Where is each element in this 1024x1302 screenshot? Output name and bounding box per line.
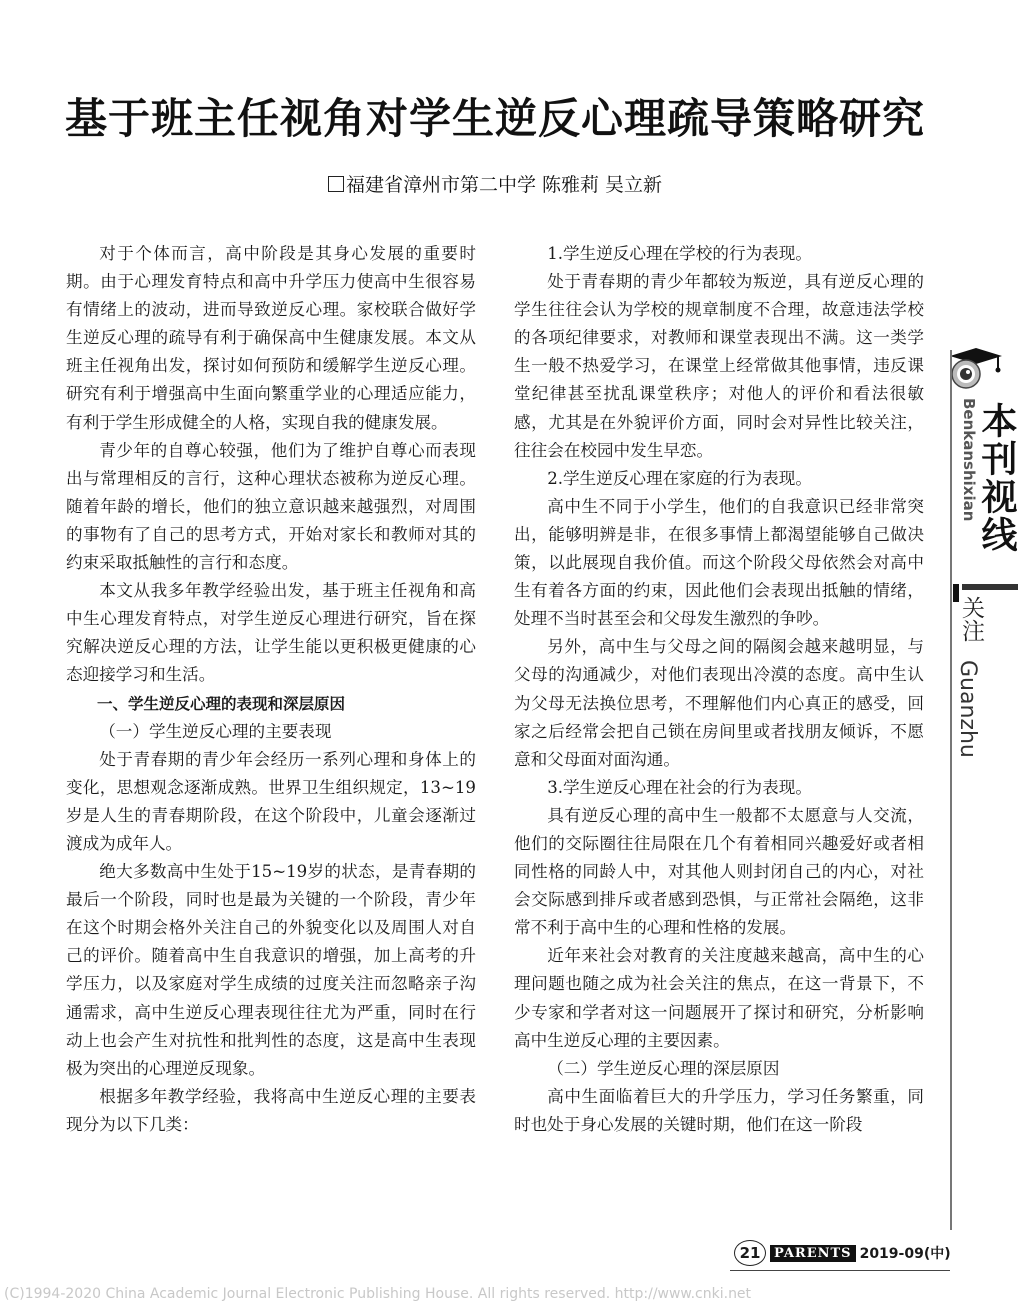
page-footer xyxy=(734,1240,951,1266)
paragraph: 另外，高中生与父母之间的隔阂会越来越明显，与父母的沟通减少，对他们表现出冷漠的态度。高中生认为父母无法换位思考，不理解他们内心真正的感受，回家之后经常会把自己锁在房间里或者找朋友倾诉，不愿意和父母面对面沟通。 xyxy=(514,637,924,769)
section-name-en: Guanzhu xyxy=(955,660,980,758)
paragraph: 绝大多数高中生处于15~19岁的状态，是青春期的最后一个阶段，同时也是最为关键的一个阶段，青少年在这个时期会格外关注自己的外貌变化以及周围人对自己的评价。随着高中生自我意识的增强，加上高考的升学压力，以及家庭对学生成绩的过度关注而忽略亲子沟通需求，高中生逆反心理表现往往尤为严重，同时在行动上也会产生对抗性和批判性的态度，这是高中生表现极为突出的心理逆反现象。 xyxy=(66,862,476,1078)
square-bullet-icon xyxy=(328,176,344,192)
paragraph: 2.学生逆反心理在家庭的行为表现。 xyxy=(547,468,812,488)
paragraph: 青少年的自尊心较强，他们为了维护自尊心而表现出与常理相反的言行，这种心理状态被称为逆反心理。随着年龄的增长，他们的独立意识越来越强烈，对周围的事物有了自己的思考方式，开始对家长和教师对其的约束采取抵触性的言行和态度。 xyxy=(66,440,476,573)
magazine-brand: PARENTS xyxy=(770,1245,856,1262)
graduation-eye-icon xyxy=(944,344,1004,392)
paragraph: 高中生不同于小学生，他们的自我意识已经非常突出，能够明辨是非，在很多事情上都渴望能够自己做决策，以此展现自我价值。而这个阶段父母依然会对高中生有着各方面的约束，因此他们会表现出抵触的情绪，处理不当时甚至会和父母发生激烈的争吵。 xyxy=(514,496,924,629)
paragraph: 1.学生逆反心理在学校的行为表现。 xyxy=(547,244,812,263)
article-title: 基于班主任视角对学生逆反心理疏导策略研究 xyxy=(64,94,925,143)
section-bar xyxy=(962,584,1018,590)
paragraph: 本文从我多年教学经验出发，基于班主任视角和高中生心理发育特点，对学生逆反心理进行研究，旨在探究解决逆反心理的方法，让学生能以更积极更健康的心态迎接学习和生活。 xyxy=(66,581,476,685)
column-name: 本刊视线 xyxy=(976,402,1017,554)
paragraph: 近年来社会对教育的关注度越来越高，高中生的心理问题也随之成为社会关注的焦点，在这一背景下，不少专家和学者对这一问题展开了探讨和研究，分析影响高中生逆反心理的主要因素。 xyxy=(514,946,924,1050)
copyright-notice: (C)1994-2020 China Academic Journal Electronic Publishing House. All rights reserved. http://www.cnki.net xyxy=(4,1286,752,1302)
sidebar-rule xyxy=(950,350,952,1230)
left-column xyxy=(66,240,476,1139)
section-name: 关注 xyxy=(958,596,984,642)
section-heading: 一、学生逆反心理的表现和深层原因 xyxy=(97,694,346,713)
issue-date: 2019-09(中) xyxy=(859,1246,951,1262)
authors-text: 福建省漳州市第二中学 陈雅莉 吴立新 xyxy=(345,174,663,196)
paragraph: 处于青春期的青少年会经历一系列心理和身体上的变化，思想观念逐渐成熟。世界卫生组织规定，13~19岁是人生的青春期阶段，在这个阶段中，儿童会逐渐过渡成为成年人。 xyxy=(66,749,476,853)
paragraph: 处于青春期的青少年都较为叛逆，具有逆反心理的学生往往会认为学校的规章制度不合理，故意违法学校的各项纪律要求，对教师和课堂表现出不满。这一类学生一般不热爱学习，在课堂上经常做其他事情，违反课堂纪律甚至扰乱课堂秩序；对他人的评价和看法很敏感，尤其是在外貌评价方面，同时会对异性比较关注，往往会在校园中发生早恋。 xyxy=(514,272,924,460)
paragraph: 根据多年教学经验，我将高中生逆反心理的主要表现分为以下几类： xyxy=(66,1086,476,1134)
page-number: 21 xyxy=(734,1240,766,1266)
paragraph: 3.学生逆反心理在社会的行为表现。 xyxy=(547,777,812,797)
column-name-en: Benkanshixian xyxy=(960,398,978,522)
paragraph: 具有逆反心理的高中生一般都不太愿意与人交流，他们的交际圈往往局限在几个有着相同兴趣爱好或者相同性格的同龄人中，对其他人则封闭自己的内心，对社会交际感到排斥或者感到恐惧，与正常社会隔绝，这非常不利于高中生的心理和性格的发展。 xyxy=(514,805,924,938)
paragraph: （一）学生逆反心理的主要表现 xyxy=(99,721,332,741)
paragraph: （二）学生逆反心理的深层原因 xyxy=(547,1058,780,1078)
article-authors xyxy=(0,170,990,197)
paragraph: 对于个体而言，高中阶段是其身心发展的重要时期。由于心理发育特点和高中升学压力使高中生很容易有情绪上的波动，进而导致逆反心理。家校联合做好学生逆反心理的疏导有利于确保高中生健康发展。本文从班主任视角出发，探讨如何预防和缓解学生逆反心理。研究有利于增强高中生面向繁重学业的心理适应能力，有利于学生形成健全的人格，实现自我的健康发展。 xyxy=(66,244,476,432)
footer-rule xyxy=(730,1270,950,1271)
right-column xyxy=(514,240,924,1139)
paragraph: 高中生面临着巨大的升学压力，学习任务繁重，同时也处于身心发展的关键时期，他们在这一阶段 xyxy=(514,1086,924,1134)
